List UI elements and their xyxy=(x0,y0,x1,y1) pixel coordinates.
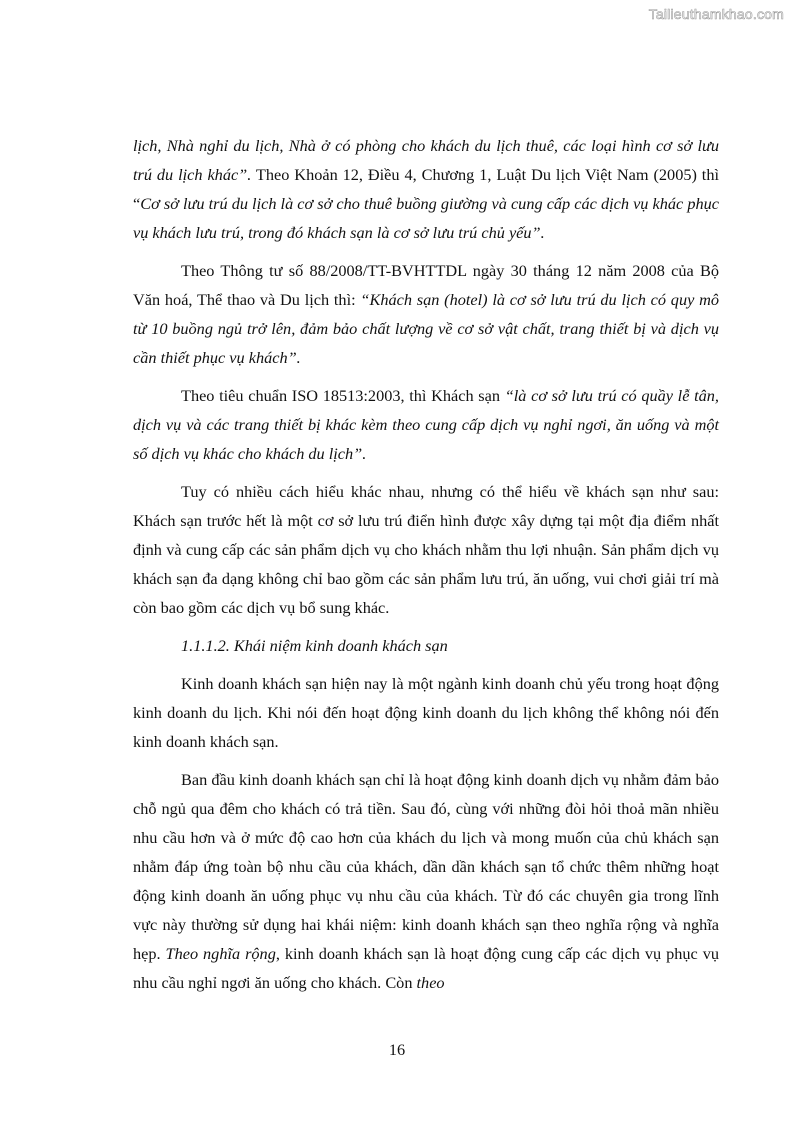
text-run: “là cơ sở lưu trú có quầy lễ tân, dịch vụ và các trang thiết bị khác kèm theo cung cấp dịch vụ nghỉ ngơi, ăn uống và một số dịch vụ khác cho khách du lịch”. xyxy=(133,386,719,463)
paragraph xyxy=(133,381,719,468)
page-number: 16 xyxy=(388,1040,406,1059)
text-run: Theo nghĩa rộng xyxy=(165,944,276,963)
paragraph xyxy=(133,256,719,372)
text-run: theo xyxy=(416,973,445,992)
text-run: Tuy có nhiều cách hiểu khác nhau, nhưng có thể hiểu về khách sạn như sau: Khách sạn trước hết là một cơ sở lưu trú điển hình được xây dựng tại một địa điểm nhất định và cung cấp các sản phẩm dịch vụ cho khách nhằm thu lợi nhuận. Sản phẩm dịch vụ khách sạn đa dạng không chỉ bao gồm các sản phẩm lưu trú, ăn uống, vui chơi giải trí mà còn bao gồm các dịch vụ bổ sung khác. xyxy=(133,482,719,617)
section-heading: 1.1.1.2. Khái niệm kinh doanh khách sạn xyxy=(181,636,448,655)
text-run: Ban đầu kinh doanh khách sạn chỉ là hoạt động kinh doanh dịch vụ nhằm đảm bảo chỗ ngủ qua đêm cho khách có trả tiền. Sau đó, cùng với những đòi hỏi thoả mãn nhiều nhu cầu hơn và ở mức độ cao hơn của khách du lịch và mong muốn của chủ khách sạn nhằm đáp ứng toàn bộ nhu cầu của khách, dần dần khách sạn tổ chức thêm những hoạt động kinh doanh ăn uống phục vụ nhu cầu của khách. Từ đó các chuyên gia trong lĩnh vực này thường sử dụng hai khái niệm: kinh doanh khách sạn theo nghĩa rộng và nghĩa hẹp. xyxy=(133,770,719,963)
paragraph xyxy=(133,765,719,997)
text-run: Theo Khoản 12, Điều 4, Chương 1, Luật Du lịch Việt Nam (2005) thì “ xyxy=(133,165,719,213)
paragraph xyxy=(133,669,719,756)
text-run: lịch, Nhà nghỉ du lịch, Nhà ở có phòng cho khách du lịch thuê, các loại hình cơ sở lưu trú du lịch khác”. xyxy=(133,136,719,184)
paragraph xyxy=(133,131,719,247)
text-run: Cơ sở lưu trú du lịch là cơ sở cho thuê buồng giường và cung cấp các dịch vụ khác phục vụ khách lưu trú, trong đó khách sạn là cơ sở lưu trú chủ yếu”. xyxy=(133,194,719,242)
text-run: , kinh doanh khách sạn là hoạt động cung cấp các dịch vụ phục vụ nhu cầu nghỉ ngơi ăn uống cho khách. Còn xyxy=(133,944,719,992)
paragraph xyxy=(133,477,719,622)
watermark: Tailieuthamkhao.com xyxy=(648,6,784,22)
document-body xyxy=(133,131,719,997)
text-run: Theo tiêu chuẩn ISO 18513:2003, thì Khách sạn xyxy=(181,386,505,405)
text-run: Theo Thông tư số 88/2008/TT-BVHTTDL ngày 30 tháng 12 năm 2008 của Bộ Văn hoá, Thể thao và Du lịch thì: xyxy=(133,261,719,309)
text-run: “Khách sạn (hotel) là cơ sở lưu trú du lịch có quy mô từ 10 buồng ngủ trở lên, đảm bảo chất lượng về cơ sở vật chất, trang thiết bị và dịch vụ cần thiết phục vụ khách”. xyxy=(133,290,719,367)
text-run: Kinh doanh khách sạn hiện nay là một ngành kinh doanh chủ yếu trong hoạt động kinh doanh du lịch. Khi nói đến hoạt động kinh doanh du lịch không thể không nói đến kinh doanh khách sạn. xyxy=(133,674,719,751)
